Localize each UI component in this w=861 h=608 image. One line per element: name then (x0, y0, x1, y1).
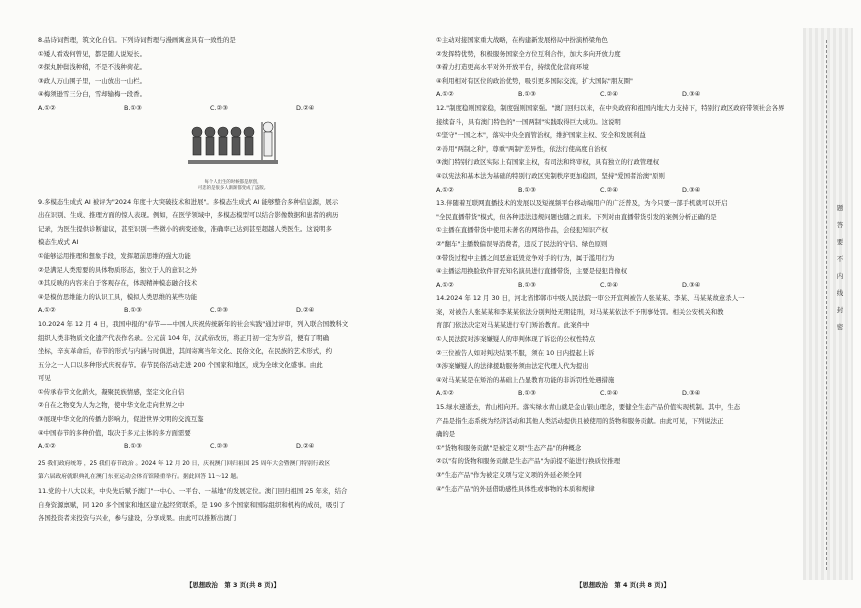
question-14-item: ①人民法院对涉案嫌疑人的审判体现了诉讼的公权性特点 (436, 335, 596, 344)
question-13-text: 13.伴随着互联网直播技术的发展以及短视频平台移动端用户的广泛普及，为今只要一部手机就可以开启 (436, 199, 728, 208)
seal-dashed-line (826, 40, 827, 570)
question-10-text: 组织人类非物质文化遗产代表作名录。公元前 104 年，汉武帝改历，将正月初一定为岁首，便有了明确 (38, 333, 330, 342)
option-d: D.③④ (682, 185, 701, 194)
question-14-item: ③涉案嫌疑人的法律援助服务须由法定代理人代为提出 (436, 362, 589, 371)
question-13-item: ①主播在直播带货中使用未著名的网络作品，会侵犯知识产权 (436, 226, 608, 235)
question-9-item: ④是模仿思维能力的认识工具，模拟人类思维的某些功能 (38, 292, 198, 301)
question-12-options (436, 184, 801, 198)
question-11-item: ③着力打造更高水平对外开放平台，持续优化营商环境 (436, 63, 589, 72)
option-a: A.①② (436, 389, 454, 398)
question-11-item: ①主动对接国家重大战略，在构建新发展格局中扮演桥梁角色 (436, 36, 608, 44)
question-11-text: 11.党的十八大以来，中央先后赋予澳门"一中心、一平台、一基地"的发展定位。澳门回归祖国 25 年来，结合 (38, 487, 348, 496)
section-note: 25 我们政府统筹 ，25 我们春节政治 。2024 年 12 月 20 日，庆祝澳门回归祖国 25 周年大会暨澳门特别行政区 (38, 460, 331, 467)
question-15-item: ①"货物和服务贡献"是被定义项"生态产品"的种概念 (436, 443, 582, 452)
option-a: A.①② (38, 306, 56, 315)
option-c: C.②③ (210, 306, 228, 315)
question-14-item: ④对马某某是在矫治的基础上凸显教育功能的非诉罚性处遇措施 (436, 375, 615, 384)
question-15-item: ③"生态产品"作为被定义项与定义项的外延必须全同 (436, 471, 582, 479)
question-10-text: 可见 (38, 374, 51, 383)
question-14-text: 育部门依法决定对马某某进行专门矫治教育。此案件中 (436, 321, 590, 330)
option-d: D.③④ (682, 389, 701, 398)
page-footer-right: 【思想政治 第 4 页(共 8 页)】 (576, 581, 670, 589)
page-footer-left: 【思想政治 第 3 页(共 8 页)】 (186, 581, 280, 589)
binding-margin (803, 28, 853, 580)
question-8-stem: 8.品诗词哲理，筑文化自信。下列诗词哲理与漫画寓意具有一致性的是 (38, 36, 236, 44)
question-15-text: 产品是指生态系统为经济活动和其他人类活动提供且被使用的货物和服务贡献。由此可见，下列说法正 (436, 416, 724, 425)
question-15-text: 15.绿水速逝去，青山相向开。落实绿水青山就是金山银山理念，要健全生态产品价值实现机制。其中，生态 (436, 403, 741, 412)
question-10-text: 10.2024 年 12 月 4 日，我国申报的"春节——中国人庆祝传统新年的社会实践"通过评审，列入联合国教科文 (38, 319, 349, 328)
question-15-item: ④"生态产品"的外延借助感性具体性或事物的本质和规律 (436, 484, 595, 493)
question-14-text: 14.2024 年 12 月 30 日，河北省邯郸市中级人民法院一审公开宣判被告人张某某、李某、马某某故意杀人一 (436, 294, 745, 303)
question-14-text: 案，对被告人张某某和李某某依法分别判处无期徒刑，对马某某依法不予刑事处罚。相关公安机关和教 (436, 307, 724, 316)
question-14-item: ②三位被告人如对判决结果不服，须在 10 日内提起上诉 (436, 348, 595, 357)
question-8-item: ②探丸肿鬓浅种稍，不是不浅种荷花。 (38, 63, 146, 72)
question-10-text: 五分之一人口以多种形式庆祝春节。春节民俗活动走进 200 个国家和地区，成为全球文化盛事。由此 (38, 360, 323, 369)
question-11-item: ④利用相对有区位的政治优势，吸引更多国际交流，扩大国际"朋友圈" (436, 76, 633, 85)
question-8-item: ①矮人看戏何曾见，都是随人说短长。 (38, 49, 146, 58)
option-a: A.①② (38, 442, 56, 451)
question-10-item: ③展现中华文化的传播力影响力，促进世界文明的交流互鉴 (38, 415, 204, 424)
question-12-item: ②善用"两制之利"，尊重"两制"差异性，依法行使高度自治权 (436, 144, 607, 153)
question-12-text: 12."制度稳则国家稳，制度强则国家强。"澳门回归以来，在中央政府和祖国内地大力支持下，特别行政区政府带领社会各界 (436, 103, 785, 112)
question-9-options (38, 304, 416, 318)
question-13-item: ④主播运用换脸软件冒充知名演员进行直播带货，主要是侵犯肖像权 (436, 267, 628, 276)
question-8-options (38, 102, 416, 116)
option-a: A.①② (38, 103, 56, 112)
question-9-text: 9.多模态生成式 AI 被评为"2024 年度十大突破技术和进展"。多模态生成式 AI 能够整合多种信息源，展示 (38, 197, 339, 206)
cartoon-caption: 每个人出生的时候都是原创， 可悲的是很多人渐渐都变成了盗版。 (197, 179, 269, 191)
question-12-item: ④以宪法和基本法为基础的特别行政区宪制秩序更加稳固，坚持"爱国者治澳"原则 (436, 171, 665, 180)
question-10-item: ①传承春节文化薪火，凝聚民族情感，坚定文化自信 (38, 387, 185, 396)
option-b: B.①③ (518, 185, 536, 194)
option-d: D.②④ (296, 442, 315, 451)
option-b: B.①③ (518, 280, 536, 289)
cartoon-illustration (188, 120, 278, 178)
option-d: D.②④ (296, 103, 315, 112)
question-11-options (436, 88, 801, 102)
question-10-item: ②自在之物变为人为之物，使中华文化走向世界之中 (38, 401, 185, 410)
question-14-options (436, 387, 801, 401)
option-d: D.②④ (296, 306, 315, 315)
option-c: C.②③ (210, 442, 228, 451)
question-8-item: ④梅须逊雪三分白，雪却输梅一段香。 (38, 90, 146, 99)
question-8-item: ③政人万山围子里，一山放出一山栏。 (38, 76, 146, 85)
question-12-item: ①坚守"一国之本"，落实中央全面管治权，维护国家主权、安全和发展利益 (436, 131, 646, 140)
option-b: B.①③ (124, 103, 142, 112)
option-a: A.①② (436, 90, 454, 99)
option-d: D.③④ (682, 90, 701, 99)
section-note: 第六届政府就职典礼在澳门东亚运动会体育馆隆重举行。据此回答 11～12 题。 (38, 474, 242, 481)
question-11-text: 各国投资者来投资与兴业，参与建设，分享成果。由此可以推断出澳门 (38, 514, 237, 523)
question-10-text: 坐标，辛亥革命后，春节的形式与内涵与时俱进，其间寄寓当年文化、民俗文化，在民族的艺术形式，约 (38, 347, 332, 356)
question-13-options (436, 279, 801, 293)
right-column (436, 34, 801, 496)
option-a: A.①② (436, 185, 454, 194)
option-c: C.②④ (600, 185, 618, 194)
question-10-item: ④中国春节的多种价值，取决于多元主体的多方面需要 (38, 428, 191, 437)
question-9-item: ②是满足人类需要的具体物质形态，独立于人的意识之外 (38, 265, 198, 274)
seal-line-text: 题 答 要 不 内 线 封 密 (836, 204, 844, 331)
question-11-text: 自身资源禀赋，同 120 多个国家和地区建立起经贸联系，是 190 多个国家和国际组织和机构的成员，吸引了 (38, 500, 346, 509)
option-c: C.②④ (600, 280, 618, 289)
question-13-item: ③带货过程中主播之间恶意诋毁竞争对手的行为，属于滥用行为 (436, 253, 615, 262)
option-b: B.①③ (124, 306, 142, 315)
option-c: C.②④ (600, 389, 618, 398)
option-d: D.③④ (682, 280, 701, 289)
question-9-item: ③其反映的内容来自于客观存在，体现精神模态融合技术 (38, 279, 198, 288)
question-12-item: ③澳门特别行政区实际上有国家主权，有司法和终审权，具有独立的行政管理权 (436, 158, 660, 167)
question-10-options (38, 440, 416, 454)
question-15-text: 确的是 (436, 430, 456, 439)
question-9-text: 模态生成式 AI (38, 238, 79, 247)
option-b: B.①③ (124, 442, 142, 451)
option-a: A.①② (436, 280, 454, 289)
question-13-text: "全民直播带货"模式，但各种违法违规问题也随之而来。下列对由直播带货引发的案例分析正确的是 (436, 212, 717, 221)
option-c: C.②③ (210, 103, 228, 112)
option-c: C.②④ (600, 90, 618, 99)
option-b: B.①③ (518, 90, 536, 99)
option-b: B.①③ (518, 389, 536, 398)
question-11-item: ②发挥特优势，积极服务国家全方位互利合作，加大多向开放力度 (436, 49, 621, 58)
question-15-item: ②以"有的货物和服务贡献是生态产品"为前提不能进行换质位推理 (436, 457, 621, 466)
question-9-text: 记录，为医生提供诊断建议，甚至识别一些微小的病变迹象，准确率已达到甚至超越人类医生。这说明多 (38, 224, 332, 233)
question-9-text: 出在识别、生成、推理方面的惊人表现。例如，在医学领域中，多模态模型可以结合影像数据和患者的病历 (38, 211, 339, 220)
question-12-text: 接续奋斗，具有澳门特色的"一国两制"实践取得巨大成功。这说明 (436, 117, 621, 126)
question-9-item: ①能够运用推理和想象手段，发挥超前思维的强大功能 (38, 251, 191, 260)
left-column (38, 34, 416, 526)
question-13-item: ②"翻车"主播数偏误导消费者，违反了民法的守信、绿色原则 (436, 239, 608, 248)
